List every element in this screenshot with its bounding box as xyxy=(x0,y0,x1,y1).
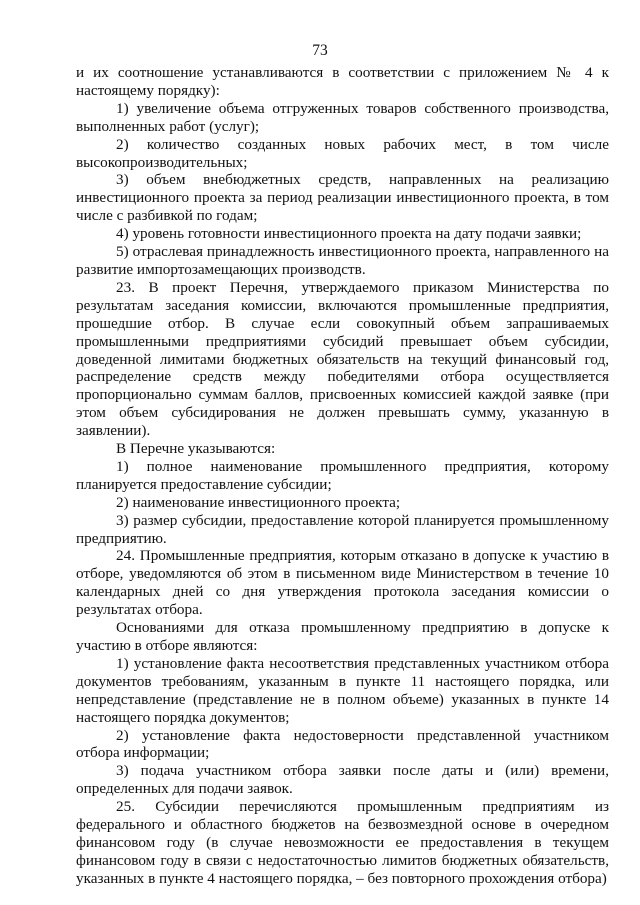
paragraph: 1) увеличение объема отгруженных товаров собственного производства, выполненных работ (услуг); xyxy=(76,99,609,135)
paragraph: 3) подача участником отбора заявки после даты и (или) времени, определенных для подачи заявок. xyxy=(76,762,609,798)
paragraph: 1) полное наименование промышленного предприятия, которому планируется предоставление субсидии; xyxy=(76,457,609,493)
page-number: 73 xyxy=(312,42,328,59)
paragraph: В Перечне указываются: xyxy=(116,440,276,458)
paragraph: 24. Промышленные предприятия, которым отказано в допуске к участию в отборе, уведомляются об этом в письменном виде Министерством в течение 10 календарных дней со дня утверждения протокола заседания комиссии о результатах отбора. xyxy=(76,547,609,619)
paragraph: 2) количество созданных новых рабочих мест, в том числе высокопроизводительных; xyxy=(76,135,609,171)
paragraph: 3) объем внебюджетных средств, направленных на реализацию инвестиционного проекта за период реализации инвестиционного проекта, в том числе с разбивкой по годам; xyxy=(76,171,609,225)
paragraph: 2) установление факта недостоверности представленной участником отбора информации; xyxy=(76,726,609,762)
paragraph: 23. В проект Перечня, утверждаемого приказом Министерства по результатам заседания комиссии, включаются промышленные предприятия, прошедшие отбор. В случае если совокупный объем запрашиваемых промышленными предприятиями субсидий превышает объем субсидии, доведенной лимитами бюджетных обязательств на текущий финансовый год, распределение средств между победителями отбора осуществляется пропорционально суммам баллов, присвоенных комиссией каждой заявке (при этом объем субсидирования не должен превышать сумму, указанную в заявлении). xyxy=(76,278,609,440)
paragraph: Основаниями для отказа промышленному предприятию в допуске к участию в отборе являются: xyxy=(76,619,609,654)
paragraph: и их соотношение устанавливаются в соответствии с приложением № 4 к настоящему порядку): xyxy=(76,64,609,99)
paragraph: 4) уровень готовности инвестиционного проекта на дату подачи заявки; xyxy=(116,225,582,243)
paragraph: 3) размер субсидии, предоставление которой планируется промышленному предприятию. xyxy=(76,511,609,547)
document-body xyxy=(76,64,609,888)
paragraph: 2) наименование инвестиционного проекта; xyxy=(116,493,401,511)
paragraph: 5) отраслевая принадлежность инвестиционного проекта, направленного на развитие импортозамещающих производств. xyxy=(76,243,609,278)
paragraph: 25. Субсидии перечисляются промышленным предприятиям из федерального и областного бюджетов на безвозмездной основе в очередном финансовом году (в случае невозможности ее предоставления в текущем финансовом году в связи с недостаточностью лимитов бюджетных обязательств, указанных в пункте 4 настоящего порядка, – без повторного прохождения отбора) xyxy=(76,798,609,887)
paragraph: 1) установление факта несоответствия представленных участником отбора документов требованиям, указанным в пункте 11 настоящего порядка, или непредставление (представление не в полном объеме) указанных в пункте 14 настоящего порядка документов; xyxy=(76,654,609,726)
